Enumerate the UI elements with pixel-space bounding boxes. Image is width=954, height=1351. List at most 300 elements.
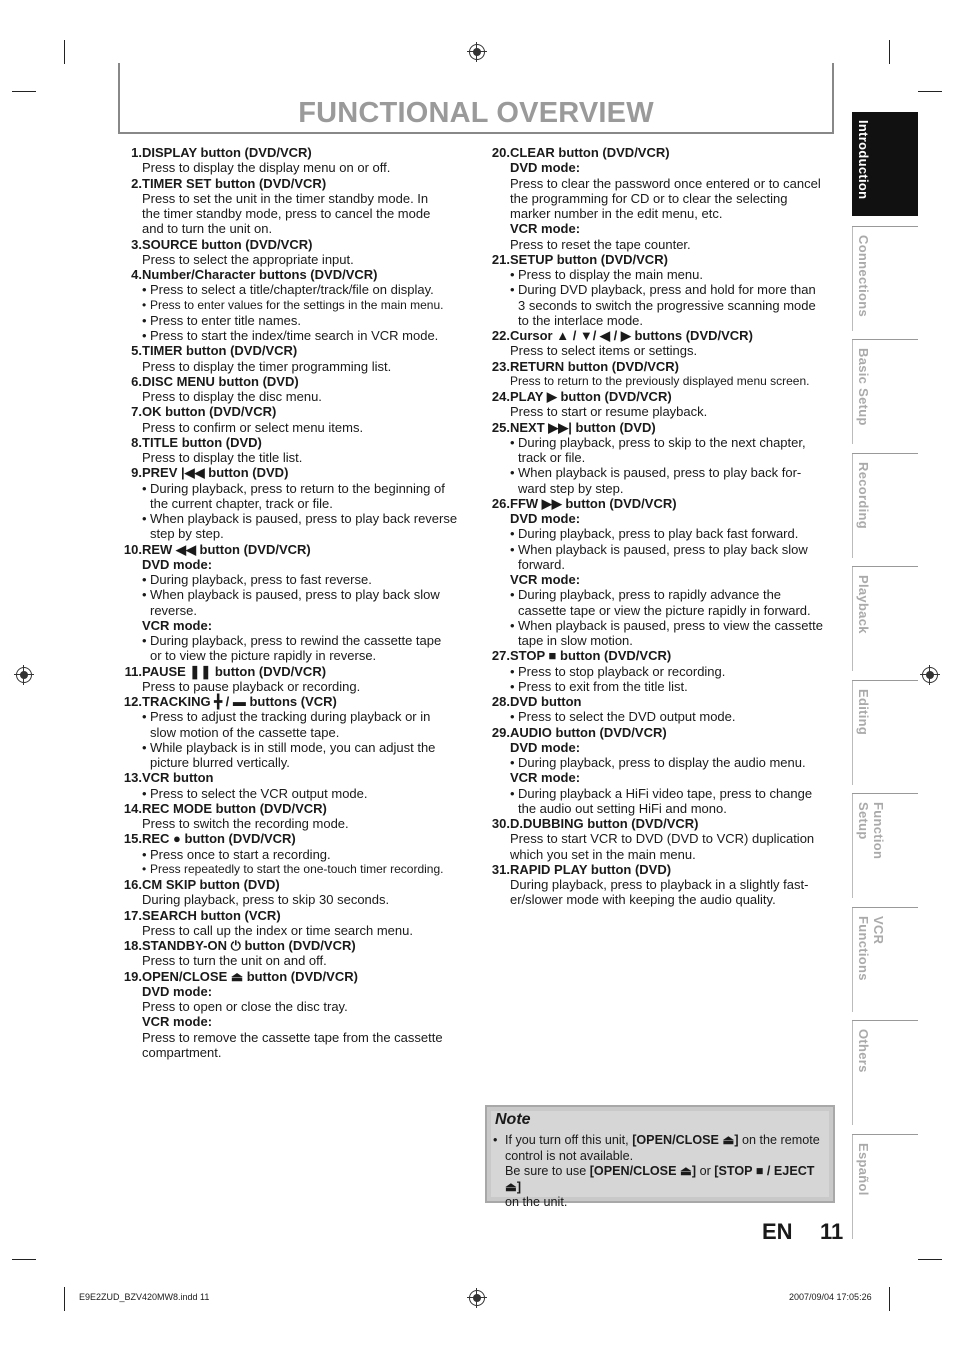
mode-label: DVD mode: <box>510 160 581 176</box>
item-heading <box>118 404 470 419</box>
item-number: 13. <box>123 770 142 786</box>
bullet: • <box>510 587 515 603</box>
bullet: • <box>142 511 147 526</box>
item-number: 27. <box>491 648 510 664</box>
item-number: 25. <box>491 419 510 435</box>
bullet-text: When playback is paused, press to play back reverse <box>150 511 458 526</box>
tab-editing[interactable] <box>852 680 918 784</box>
item-description: and to turn the unit on. <box>142 221 273 237</box>
bullet-text: ward step by step. <box>518 480 624 496</box>
bullet-line <box>118 481 470 496</box>
bullet: • <box>510 465 515 481</box>
crop-mark <box>889 1287 890 1311</box>
list-item <box>118 908 470 939</box>
tab-edge <box>852 794 853 898</box>
bullet-line <box>486 679 836 694</box>
item-description: Press to open or close the disc tray. <box>142 999 348 1014</box>
list-item <box>486 252 836 328</box>
bullet-text: Press to enter title names. <box>150 312 302 328</box>
list-item <box>486 359 836 390</box>
bullet-line <box>486 481 836 496</box>
list-item <box>486 496 836 649</box>
list-item <box>118 465 470 541</box>
bullet-text: Press to enter values for the settings in the main menu. <box>150 297 444 312</box>
bullet-text: Press to display the main menu. <box>518 267 703 282</box>
bullet-text: Press to exit from the title list. <box>518 678 688 694</box>
note-button-ref: [OPEN/CLOSE ⏏] <box>632 1133 739 1147</box>
tab-edge <box>852 1021 853 1125</box>
list-item <box>118 176 470 237</box>
bullet-line <box>486 603 836 618</box>
item-title: VCR button <box>142 770 214 786</box>
mode-label: VCR mode: <box>510 770 581 786</box>
item-number: 6. <box>131 373 142 389</box>
item-description: Press to call up the index or time search menu. <box>142 922 413 938</box>
item-title: AUDIO button (DVD/VCR) <box>510 724 667 740</box>
mode-label: VCR mode: <box>510 572 581 587</box>
bullet-spacer <box>142 603 150 618</box>
button-list-left <box>118 145 470 1060</box>
bullet-text: During playback, press to display the audio menu. <box>518 755 806 770</box>
bullet-line <box>118 755 470 770</box>
tab-others[interactable] <box>852 1020 918 1124</box>
tab-vcr-functions[interactable] <box>852 907 918 1011</box>
crop-mark <box>12 91 36 92</box>
note-line-text: on the unit. <box>505 1195 568 1209</box>
item-heading <box>486 725 836 740</box>
bullet: • <box>510 282 515 298</box>
bullet-spacer <box>142 755 150 770</box>
list-item <box>486 389 836 420</box>
mode-label: DVD mode: <box>510 739 581 755</box>
bullet-line <box>486 664 836 679</box>
bullet: • <box>142 633 147 648</box>
bullet-line <box>486 526 836 541</box>
bullet-text: the current chapter, track or file. <box>150 495 333 511</box>
item-number: 1. <box>131 145 142 160</box>
note-text-part: If you turn off this unit, <box>505 1133 633 1147</box>
item-number: 9. <box>131 465 142 481</box>
bullet-text: During playback, press to rapidly advance the <box>518 587 782 603</box>
bullet-text: Press to select the VCR output mode. <box>150 785 368 801</box>
item-number: 14. <box>123 800 142 816</box>
bullet-text: Press to adjust the tracking during playback or in <box>150 709 431 725</box>
item-description: er/slower mode with keeping the audio quality. <box>510 892 776 908</box>
bullet-text: or to view the picture rapidly in reverse. <box>150 648 377 664</box>
tab-label: Basic Setup <box>856 348 871 426</box>
tab-playback[interactable] <box>852 566 918 670</box>
item-heading <box>118 176 470 191</box>
item-description: marker number in the edit menu, etc. <box>510 206 723 221</box>
bullet-spacer <box>510 313 518 328</box>
bullet-line <box>486 267 836 282</box>
crop-mark <box>889 40 890 64</box>
item-description: compartment. <box>142 1044 222 1060</box>
item-heading <box>486 816 836 831</box>
bullet-line <box>118 648 470 663</box>
bullet-text: When playback is paused, press to view the cassette <box>518 617 823 633</box>
bullet-line <box>118 313 470 328</box>
item-number: 19. <box>123 968 142 984</box>
bullet: • <box>142 480 147 496</box>
bullet: • <box>142 846 147 862</box>
item-heading <box>486 648 836 663</box>
item-description: Press to select items or settings. <box>510 343 698 359</box>
item-heading <box>118 435 470 450</box>
list-item <box>118 694 470 770</box>
item-number: 5. <box>131 343 142 359</box>
list-item <box>118 877 470 908</box>
item-title: STOP ■ button (DVD/VCR) <box>510 648 672 664</box>
bullet-line <box>118 496 470 511</box>
footer-file-info: E9E2ZUD_BZV420MW8.indd 11 <box>79 1292 210 1302</box>
item-number: 30. <box>491 816 510 831</box>
note-button-ref: [STOP ■ / EJECT ⏏] <box>505 1164 815 1194</box>
item-title: RETURN button (DVD/VCR) <box>510 358 679 374</box>
bullet: • <box>142 861 147 876</box>
crop-mark <box>918 1259 942 1260</box>
bullet-line <box>486 313 836 328</box>
item-description: the timer standby mode, press to cancel the mode <box>142 206 431 221</box>
item-number: 29. <box>491 724 510 740</box>
bullet-line <box>486 587 836 602</box>
bullet-text: When playback is paused, press to play back slow <box>150 587 440 603</box>
bullet-text: 3 seconds to switch the progressive scanning mode <box>518 297 816 313</box>
bullet-line <box>486 465 836 480</box>
tab-label: VCR Functions <box>856 915 886 981</box>
footer-timestamp: 2007/09/04 17:05:26 <box>789 1292 872 1302</box>
bullet-line <box>118 572 470 587</box>
item-number: 3. <box>131 236 142 252</box>
bullet-line <box>118 725 470 740</box>
item-description: Press to select the appropriate input. <box>142 251 354 267</box>
bullet-line <box>486 450 836 465</box>
bullet-line <box>486 435 836 450</box>
tab-connections[interactable] <box>852 226 918 330</box>
bullet-line <box>118 328 470 343</box>
item-description: Press to confirm or select menu items. <box>142 419 364 435</box>
bullet: • <box>510 678 515 694</box>
item-description: Press to switch the recording mode. <box>142 816 349 831</box>
tab-label: Introduction <box>856 120 871 200</box>
item-number: 11. <box>124 663 142 679</box>
tab-label: Function Setup <box>856 802 886 860</box>
mode-label: VCR mode: <box>142 1014 213 1030</box>
crop-mark <box>918 91 942 92</box>
bullet-line <box>486 282 836 297</box>
bullet-line <box>118 740 470 755</box>
item-number: 22. <box>491 328 510 343</box>
bullet: • <box>510 617 515 633</box>
bullet: • <box>510 663 515 679</box>
bullet-line <box>118 709 470 724</box>
bullet-line <box>486 709 836 724</box>
item-title: REC ● button (DVD/VCR) <box>142 831 296 847</box>
bullet: • <box>510 755 515 770</box>
bullet: • <box>493 1133 498 1147</box>
item-description: Press to clear the password once entered or to cancel <box>510 175 821 191</box>
bullet-text: During playback a HiFi video tape, press to change <box>518 785 813 801</box>
mode-label: VCR mode: <box>510 221 581 237</box>
bullet-text: During playback, press to return to the beginning of <box>150 480 445 496</box>
item-number: 21. <box>491 251 510 267</box>
bullet-spacer <box>510 450 518 465</box>
item-heading <box>118 343 470 358</box>
list-item <box>118 938 470 969</box>
list-item <box>118 343 470 374</box>
item-heading <box>486 389 836 404</box>
bullet-text: track or file. <box>518 450 586 465</box>
note-text <box>493 1133 827 1211</box>
item-title: REC MODE button (DVD/VCR) <box>142 800 327 816</box>
tab-edge <box>852 454 853 558</box>
item-number: 18. <box>123 938 142 953</box>
bullet-text: While playback is in still mode, you can adjust the <box>150 739 436 755</box>
bullet-text: picture blurred vertically. <box>150 755 290 770</box>
item-heading <box>486 359 836 374</box>
item-title: DVD button <box>510 694 582 709</box>
item-title: TRACKING ╋ / ▬ buttons (VCR) <box>142 694 337 709</box>
list-item <box>118 145 470 176</box>
bullet: • <box>142 297 147 312</box>
bullet-text: Press to select the DVD output mode. <box>518 709 736 725</box>
bullet-line <box>118 511 470 526</box>
item-title: RAPID PLAY button (DVD) <box>510 861 672 877</box>
list-item <box>486 862 836 908</box>
crop-mark <box>12 1259 36 1260</box>
page-number: 11 <box>820 1219 844 1244</box>
bullet: • <box>510 526 515 542</box>
bullet-line <box>486 801 836 816</box>
tab-edge <box>852 1135 853 1239</box>
item-heading <box>118 877 470 892</box>
list-item <box>118 831 470 877</box>
item-number: 7. <box>131 404 142 420</box>
bullet: • <box>510 785 515 801</box>
list-item <box>118 542 470 664</box>
item-number: 31. <box>491 861 510 877</box>
bullet-line <box>486 557 836 572</box>
list-item <box>486 816 836 862</box>
bullet-text: forward. <box>518 556 565 572</box>
button-list-right <box>486 145 836 908</box>
item-number: 20. <box>491 145 510 160</box>
bullet-line <box>118 526 470 541</box>
bullet-text: step by step. <box>150 526 224 542</box>
tab-recording[interactable] <box>852 453 918 557</box>
bullet-spacer <box>142 496 150 511</box>
item-heading <box>118 664 470 679</box>
item-number: 24. <box>491 389 510 404</box>
item-number: 16. <box>123 877 142 892</box>
item-description: During playback, press to skip 30 seconds. <box>142 892 390 908</box>
list-item <box>118 435 470 466</box>
bullet-text: to the interlace mode. <box>518 312 644 328</box>
tab-label: Others <box>856 1029 871 1073</box>
item-description: Press to remove the cassette tape from the cassette <box>142 1029 443 1045</box>
bullet-line <box>118 587 470 602</box>
item-number: 26. <box>491 495 510 511</box>
item-description: Press to pause playback or recording. <box>142 678 361 694</box>
bullet-text: Press to start the index/time search in VCR mode. <box>150 328 439 343</box>
item-heading <box>118 145 470 160</box>
item-description: Press to start or resume playback. <box>510 404 708 420</box>
bullet: • <box>142 282 147 298</box>
item-title: PLAY ▶ button (DVD/VCR) <box>510 389 672 404</box>
item-heading <box>118 465 470 480</box>
mode-label: DVD mode: <box>142 556 213 572</box>
bullet: • <box>142 587 147 603</box>
note-line-text: control is not available. <box>505 1148 634 1163</box>
bullet: • <box>142 572 147 587</box>
bullet: • <box>142 312 147 328</box>
tab-label: Editing <box>856 688 871 735</box>
list-item <box>486 420 836 496</box>
bullet: • <box>142 739 147 755</box>
tab-edge <box>852 227 853 331</box>
bullet-text: the audio out setting HiFi and mono. <box>518 800 727 816</box>
item-title: D.DUBBING button (DVD/VCR) <box>510 816 699 831</box>
item-heading <box>118 374 470 389</box>
bullet: • <box>510 541 515 557</box>
item-heading <box>118 770 470 785</box>
item-description: Press to set the unit in the timer standby mode. In <box>142 190 429 206</box>
list-item <box>118 237 470 268</box>
tab-label: Playback <box>856 575 871 634</box>
tab-español[interactable] <box>852 1134 918 1238</box>
item-title: PAUSE ❚❚ button (DVD/VCR) <box>142 663 327 679</box>
item-title: CLEAR button (DVD/VCR) <box>510 145 670 160</box>
item-heading <box>118 969 470 984</box>
bullet: • <box>142 328 147 343</box>
bullet: • <box>142 785 147 801</box>
tab-basic-setup[interactable] <box>852 339 918 443</box>
list-item <box>118 267 470 343</box>
bullet-spacer <box>510 801 518 816</box>
item-heading <box>486 862 836 877</box>
item-title: TIMER button (DVD/VCR) <box>142 343 298 359</box>
item-description: the programming for CD or to clear the selecting <box>510 190 788 206</box>
registration-mark-icon <box>469 44 485 60</box>
item-description: During playback, press to playback in a slightly fast- <box>510 877 809 892</box>
item-heading <box>118 542 470 557</box>
bullet-text: When playback is paused, press to play back slow <box>518 541 808 557</box>
note-line <box>493 1149 827 1165</box>
bullet: • <box>510 434 515 450</box>
list-item <box>118 969 470 1061</box>
item-heading <box>118 237 470 252</box>
item-title: TIMER SET button (DVD/VCR) <box>142 175 327 191</box>
bullet-spacer <box>510 481 518 496</box>
bullet-text: During playback, press to play back fast forward. <box>518 526 799 542</box>
list-item <box>118 374 470 405</box>
note-line-text <box>505 1133 820 1149</box>
registration-mark-icon <box>16 667 32 683</box>
note-text-part: on the remote <box>738 1133 820 1147</box>
item-title: REW ◀◀ button (DVD/VCR) <box>142 541 311 557</box>
bullet-spacer <box>142 725 150 740</box>
note-line <box>493 1164 827 1195</box>
tab-label: Español <box>856 1142 871 1196</box>
note-line-text <box>505 1164 827 1195</box>
bullet-spacer <box>493 1164 505 1195</box>
title-frame <box>118 63 834 134</box>
bullet-text: During playback, press to skip to the next chapter, <box>518 434 806 450</box>
item-heading <box>486 694 836 709</box>
item-heading <box>486 496 836 511</box>
item-title: CM SKIP button (DVD) <box>142 877 280 892</box>
tab-introduction[interactable] <box>852 112 918 216</box>
item-description: Press to display the display menu on or off. <box>142 160 391 176</box>
list-item <box>118 404 470 435</box>
item-title: PREV |◀◀ button (DVD) <box>142 465 289 481</box>
list-item <box>486 145 836 252</box>
crop-mark <box>64 40 65 64</box>
item-title: OPEN/CLOSE ⏏ button (DVD/VCR) <box>142 968 358 984</box>
bullet-line <box>118 847 470 862</box>
item-heading <box>118 694 470 709</box>
bullet-line <box>486 633 836 648</box>
item-heading <box>486 328 836 343</box>
item-title: DISPLAY button (DVD/VCR) <box>142 145 312 160</box>
bullet-line <box>486 542 836 557</box>
bullet-spacer <box>142 526 150 541</box>
bullet-line <box>118 298 470 313</box>
page-language: EN <box>762 1219 793 1244</box>
list-item <box>486 648 836 694</box>
item-title: NEXT ▶▶| button (DVD) <box>510 419 656 435</box>
item-number: 2. <box>131 175 142 191</box>
note-text-part: Be sure to use <box>505 1164 590 1178</box>
note-line <box>493 1133 827 1149</box>
bullet-text: cassette tape or view the picture rapidly in forward. <box>518 602 811 618</box>
item-heading <box>486 420 836 435</box>
note-title: Note <box>495 1111 531 1128</box>
item-heading <box>486 145 836 160</box>
bullet-line <box>486 618 836 633</box>
bullet-text: Press repeatedly to start the one-touch timer recording. <box>150 861 444 876</box>
bullet: • <box>142 709 147 725</box>
item-title: OK button (DVD/VCR) <box>142 404 277 420</box>
mode-label: VCR mode: <box>142 617 213 633</box>
bullet-spacer <box>510 633 518 648</box>
bullet-line <box>118 603 470 618</box>
item-description: Press to reset the tape counter. <box>510 236 691 252</box>
item-description: which you set in the main menu. <box>510 846 696 862</box>
item-title: SOURCE button (DVD/VCR) <box>142 236 313 252</box>
item-title: DISC MENU button (DVD) <box>142 373 299 389</box>
bullet: • <box>510 267 515 282</box>
item-number: 10. <box>123 541 142 557</box>
item-title: STANDBY-ON ⏻ button (DVD/VCR) <box>142 938 356 953</box>
item-number: 8. <box>131 434 142 450</box>
item-description: Press to display the title list. <box>142 450 303 465</box>
item-heading <box>118 831 470 846</box>
item-description: Press to display the disc menu. <box>142 389 322 404</box>
crop-mark <box>64 1287 65 1311</box>
registration-mark-icon <box>469 1290 485 1306</box>
item-number: 15. <box>123 831 142 847</box>
list-item <box>486 328 836 359</box>
bullet-text: tape in slow motion. <box>518 633 633 648</box>
item-number: 23. <box>491 358 510 374</box>
tab-function-setup[interactable] <box>852 793 918 897</box>
bullet-line <box>118 633 470 648</box>
bullet-spacer <box>142 648 150 663</box>
bullet-text: During playback, press to fast reverse. <box>150 572 372 587</box>
note-button-ref: [OPEN/CLOSE ⏏] <box>589 1164 697 1178</box>
item-heading <box>118 267 470 282</box>
